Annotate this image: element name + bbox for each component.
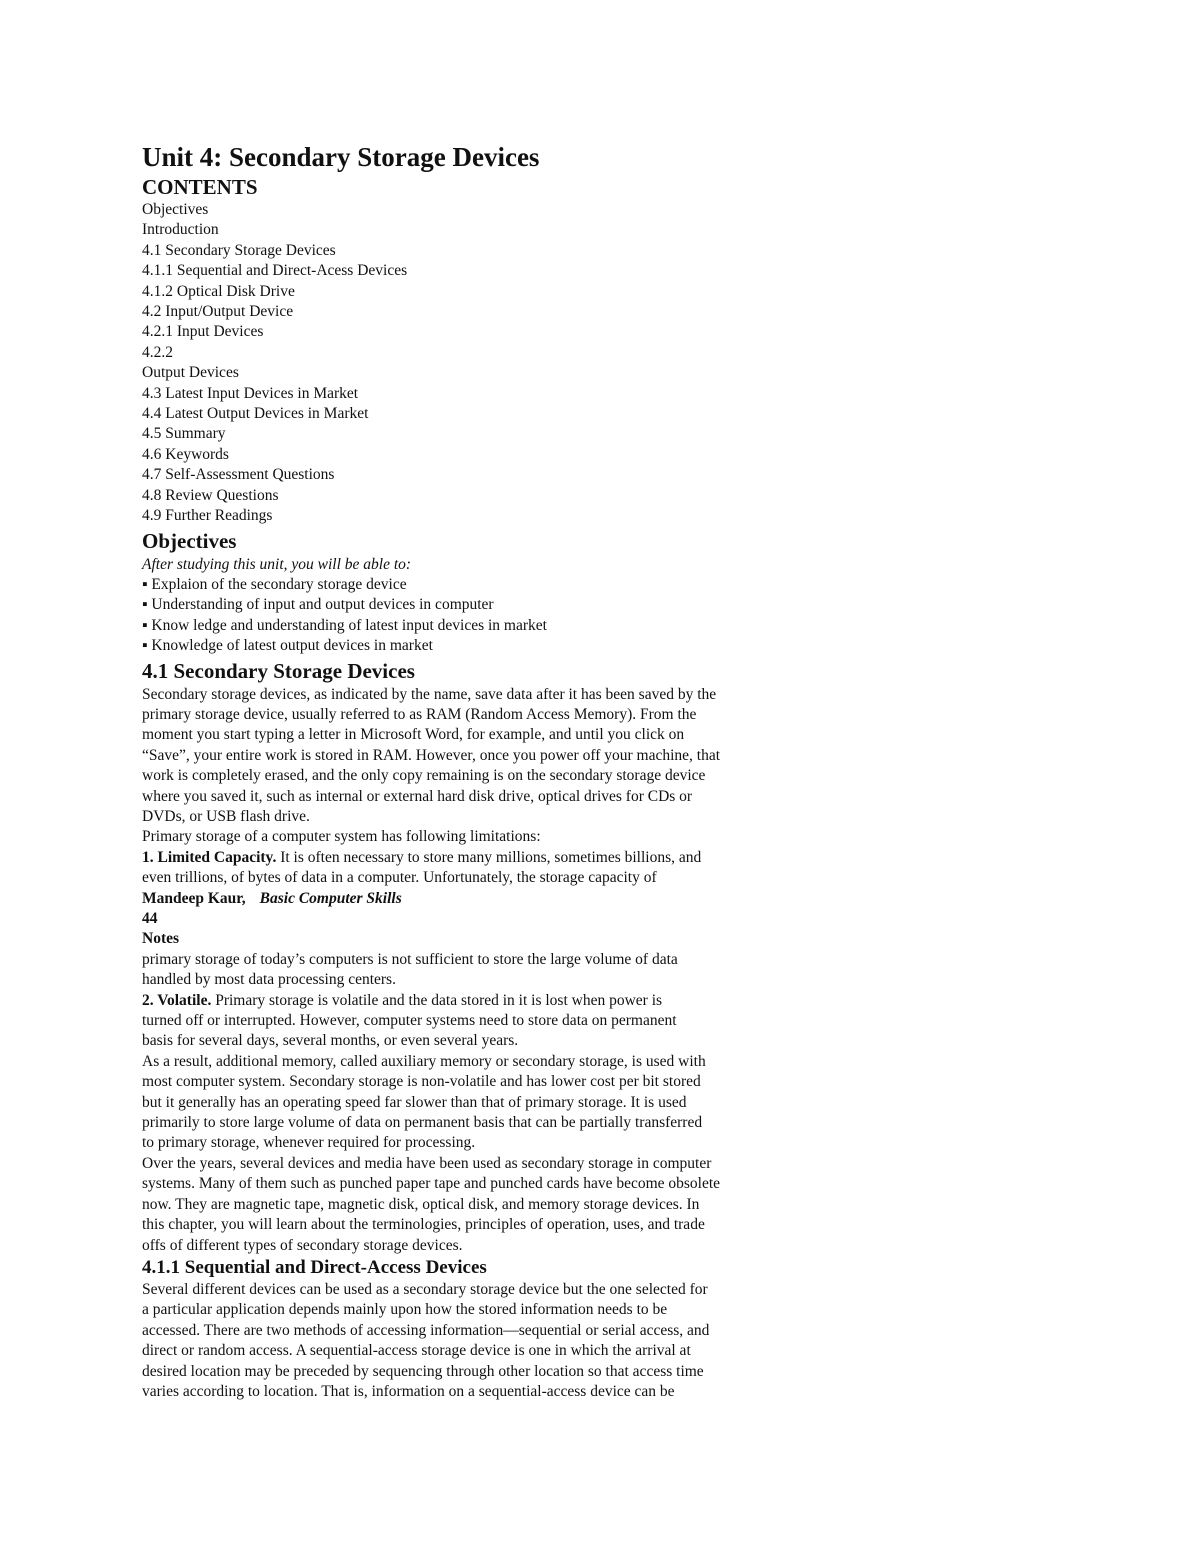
text-line: Several different devices can be used as a secondary storage device but the one selected for [142, 1280, 708, 1298]
text-line: where you saved it, such as internal or external hard disk drive, optical drives for CDs or [142, 787, 693, 805]
text-line: but it generally has an operating speed far slower than that of primary storage. It is used [142, 1093, 687, 1111]
toc-item: 4.2 Input/Output Device [142, 303, 294, 321]
unit-title: Unit 4: Secondary Storage Devices [142, 142, 540, 172]
limited-capacity-paragraph [142, 848, 822, 889]
document-page [142, 140, 822, 1402]
text-line: accessed. There are two methods of accessing information—sequential or serial access, and [142, 1321, 710, 1339]
toc-item: 4.2.2 [142, 343, 173, 361]
text-line: varies according to location. That is, information on a sequential-access device can be [142, 1382, 675, 1400]
text-line: DVDs, or USB flash drive. [142, 807, 310, 825]
toc-item: Objectives [142, 201, 209, 218]
toc-item: 4.4 Latest Output Devices in Market [142, 405, 369, 423]
toc-item: 4.8 Review Questions [142, 486, 279, 504]
auxiliary-memory-paragraph [142, 1052, 822, 1154]
section-4-1-1-paragraph [142, 1280, 822, 1402]
text-line: primarily to store large volume of data on permanent basis that can be partially transferred [142, 1114, 703, 1132]
toc-item: 4.2.1 Input Devices [142, 323, 264, 341]
objectives-list [142, 575, 822, 657]
objective-item: ▪ Understanding of input and output devices in computer [142, 595, 822, 615]
text-line: primary storage device, usually referred to as RAM (Random Access Memory). From the [142, 705, 697, 723]
toc-item: 4.6 Keywords [142, 445, 229, 463]
text-line: even trillions, of bytes of data in a computer. Unfortunately, the storage capacity of [142, 869, 657, 887]
text-line: desired location may be preceded by sequencing through other location so that access time [142, 1362, 704, 1380]
objective-item: ▪ Explaion of the secondary storage device [142, 575, 822, 595]
text-line: Secondary storage devices, as indicated by the name, save data after it has been saved by the [142, 685, 717, 703]
text-line [142, 991, 822, 1011]
toc-item: 4.1.2 Optical Disk Drive [142, 282, 295, 300]
toc-item: 4.7 Self-Assessment Questions [142, 466, 335, 484]
toc-item: 4.1 Secondary Storage Devices [142, 241, 336, 259]
limitations-intro: Primary storage of a computer system has following limitations: [142, 828, 541, 846]
objectives-heading: Objectives [142, 528, 237, 553]
text-line: basis for several days, several months, or even several years. [142, 1032, 519, 1050]
text-line: direct or random access. A sequential-access storage device is one in which the arrival at [142, 1342, 691, 1360]
volatile-text: Primary storage is volatile and the data stored in it is lost when power is [211, 991, 663, 1009]
objectives-intro: After studying this unit, you will be able to: [142, 555, 412, 573]
text-line: “Save”, your entire work is stored in RAM. However, once you power off your machine, that [142, 746, 721, 764]
media-history-paragraph [142, 1154, 822, 1256]
toc-item: Introduction [142, 221, 219, 239]
page-number: 44 [142, 910, 158, 927]
text-line: primary storage of today’s computers is not sufficient to store the large volume of data [142, 950, 678, 968]
section-4-1-1-heading: 4.1.1 Sequential and Direct-Access Devices [142, 1256, 487, 1278]
text-line: systems. Many of them such as punched paper tape and punched cards have become obsolete [142, 1175, 721, 1193]
footer-book-title: Basic Computer Skills [259, 889, 402, 907]
objective-item: ▪ Knowledge of latest output devices in market [142, 636, 822, 656]
text-line: offs of different types of secondary storage devices. [142, 1236, 463, 1254]
toc-item: 4.9 Further Readings [142, 507, 273, 525]
page-footer [142, 889, 822, 950]
text-line: moment you start typing a letter in Microsoft Word, for example, and until you click on [142, 726, 685, 744]
toc-item: 4.5 Summary [142, 425, 226, 443]
text-line: As a result, additional memory, called auxiliary memory or secondary storage, is used with [142, 1052, 706, 1070]
volatile-label: 2. Volatile. [142, 991, 212, 1009]
continuation-paragraph [142, 950, 822, 991]
text-line: now. They are magnetic tape, magnetic disk, optical disk, and memory storage devices. In [142, 1195, 700, 1213]
limited-capacity-text: It is often necessary to store many millions, sometimes billions, and [276, 848, 702, 866]
text-line: most computer system. Secondary storage is non-volatile and has lower cost per bit stored [142, 1073, 701, 1091]
text-line: turned off or interrupted. However, computer systems need to store data on permanent [142, 1012, 677, 1030]
toc-item: 4.1.1 Sequential and Direct-Acess Devices [142, 262, 408, 280]
table-of-contents [142, 200, 822, 527]
text-line: work is completely erased, and the only copy remaining is on the secondary storage device [142, 767, 706, 785]
text-line: a particular application depends mainly upon how the stored information needs to be [142, 1301, 668, 1319]
text-line: to primary storage, whenever required for processing. [142, 1134, 476, 1152]
text-line: this chapter, you will learn about the terminologies, principles of operation, uses, and trade [142, 1216, 705, 1234]
text-line [142, 848, 822, 868]
text-line: handled by most data processing centers. [142, 971, 396, 989]
section-4-1-heading: 4.1 Secondary Storage Devices [142, 658, 415, 683]
footer-author: Mandeep Kaur, [142, 889, 246, 907]
section-4-1-paragraph [142, 685, 822, 828]
toc-item: Output Devices [142, 364, 239, 382]
limited-capacity-label: 1. Limited Capacity. [142, 848, 277, 866]
contents-heading: CONTENTS [142, 175, 258, 199]
volatile-paragraph [142, 991, 822, 1052]
text-line: Over the years, several devices and media have been used as secondary storage in computer [142, 1154, 712, 1172]
objective-item: ▪ Know ledge and understanding of latest input devices in market [142, 616, 822, 636]
toc-item: 4.3 Latest Input Devices in Market [142, 384, 359, 402]
notes-label: Notes [142, 930, 180, 948]
